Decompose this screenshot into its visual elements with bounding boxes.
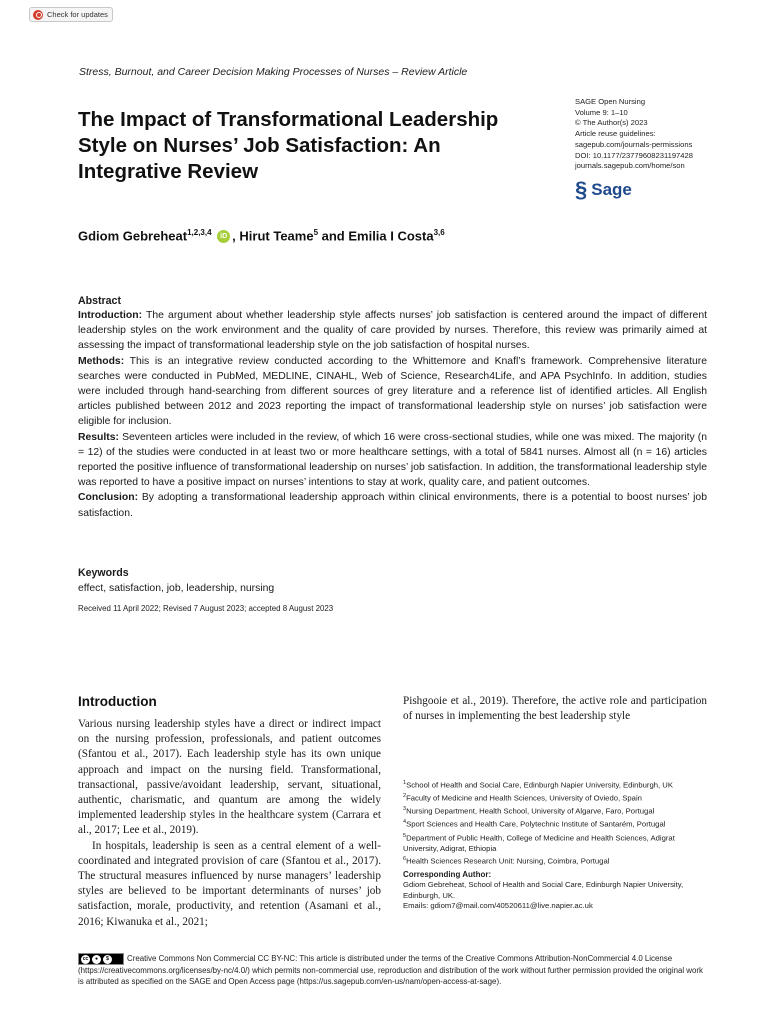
copyright: © The Author(s) 2023	[575, 118, 648, 128]
keywords-section	[78, 566, 274, 596]
intro-text: The argument about whether leadership style affects nurses’ job satisfaction is centered around the impact of different leadership styles on the work environment and the quality of care provided by nurses. Therefore, this review was primarily aimed at assessing the impact of transformational leadership style on the job satisfaction of hospital nurses.	[78, 310, 707, 352]
affil-text: School of Health and Social Care, Edinburgh Napier University, Edinburgh, UK	[406, 780, 673, 790]
license-text: Creative Commons Non Commercial CC BY-NC: This article is distributed under the terms of the Creative Commons Attribution-NonCommercial 4.0 License (https://creativecommons.org/licenses/by-nc/4.0/) which permits non-commercial use, reproduction and distribution of the work without further permission provided the original work is attributed as specified on the SAGE and Open Access page (https://us.sagepub.com/en-us/nam/open-access-at-sage).	[78, 954, 703, 987]
abstract-introduction	[78, 308, 707, 354]
doi[interactable]: DOI: 10.1177/23779608231197428	[575, 150, 693, 160]
journal-homepage-link[interactable]: journals.sagepub.com/home/son	[575, 161, 685, 171]
nc-mark: $	[103, 955, 112, 964]
article-title	[78, 107, 548, 185]
cc-mark: cc	[82, 955, 89, 962]
abstract	[78, 294, 707, 521]
methods-text: This is an integrative review conducted according to the Whittemore and Knafl’s framework. Comprehensive literature searches were conducted in PubMed, MEDLINE, CINAHL, Web of Science, Research4Life, and APA PsychInfo. In addition, studies were included through hand-searching from different sources of grey literature and a reference list of identified articles. All English articles published between 2012 and 2023 reporting the impact of transformational leadership style on nurses’ job satisfaction were eligible for inclusion.	[78, 355, 707, 428]
abstract-methods	[78, 354, 707, 430]
crossmark-icon	[33, 10, 43, 20]
affil-num: 3	[403, 806, 407, 813]
affiliation-1	[403, 778, 707, 791]
reuse-guidelines-link[interactable]: sagepub.com/journals-permissions	[575, 139, 693, 149]
by-mark: ●	[92, 955, 101, 964]
affiliation-6	[403, 854, 707, 867]
title-line-1: The Impact of Transformational Leadership	[78, 108, 499, 131]
corresponding-author-address: Gdiom Gebreheat, School of Health and Social Care, Edinburgh Napier University, Edinburgh, UK.	[403, 880, 684, 900]
license-notice	[78, 953, 707, 988]
affiliation-3	[403, 804, 707, 817]
left-column	[78, 694, 381, 930]
title-line-3: Integrative Review	[78, 160, 259, 183]
journal-volume: Volume 9: 1–10	[575, 107, 628, 117]
results-text: Seventeen articles were included in the review, of which 16 were cross-sectional studies, while one was mixed. The majority (n = 12) of the studies were conducted in at least two or more healthcare settings, with a total of 5841 nurses. Almost all (n = 16) articles reported the positive influence of transformational leadership on nurses’ job satisfaction. In addition, the transformational leadership style was reported to have a positive impact on nurses’ intentions to stay at work, quality care, and patient outcomes.	[78, 431, 707, 489]
abstract-heading: Abstract	[78, 295, 121, 307]
introduction-heading: Introduction	[78, 694, 157, 709]
check-for-updates-label: Check for updates	[47, 10, 108, 19]
sage-s-icon: §	[575, 177, 588, 202]
intro-label: Introduction:	[78, 310, 143, 321]
cc-by-nc-icon[interactable]	[78, 953, 124, 965]
sage-logo	[575, 177, 632, 202]
abstract-results	[78, 430, 707, 491]
methods-label: Methods:	[78, 355, 125, 367]
affil-num: 6	[403, 856, 407, 863]
keywords-heading: Keywords	[78, 567, 129, 579]
corresponding-author-email[interactable]: Emails: gdiom7@mail.com/40520611@live.napier.ac.uk	[403, 901, 593, 911]
author-1-affil: 1,2,3,4	[187, 228, 212, 237]
orcid-icon[interactable]: iD	[217, 230, 230, 243]
title-line-2: Style on Nurses’ Job Satisfaction: An	[78, 134, 441, 157]
intro-paragraph-2: In hospitals, leadership is seen as a central element of a well-coordinated and integrated provision of care (Sfantou et al., 2017). The structural measures influenced by nurse managers’ leadership styles are believed to be important determinants of nurses’ job satisfaction, morale, productivity, and retention (Asamani et al., 2016; Kiwanuka et al., 2021;	[78, 839, 381, 928]
intro-paragraph-1: Various nursing leadership styles have a direct or indirect impact on the nursing profession, professionals, and patient outcomes (Sfantou et al., 2017). Each leadership style has its own unique approach and impact on the nursing field. Transformational, transactional, passive/avoidant leadership, servant, situational, authentic, charismatic, and quantum are among the widely implemented leadership styles in the healthcare system (Carrara et al., 2017; Lee et al., 2019).	[78, 718, 381, 837]
affiliation-2	[403, 791, 707, 804]
affil-num: 1	[403, 780, 407, 786]
affil-text: Sport Sciences and Health Care, Polytechnic Institute of Santarém, Portugal	[406, 820, 666, 830]
author-2: , Hirut Teame	[232, 228, 314, 244]
abstract-conclusion	[78, 490, 707, 520]
affil-text: Faculty of Medicine and Health Sciences, University of Oviedo, Spain	[406, 793, 642, 803]
affiliations	[403, 778, 707, 912]
intro-continuation: Pishgooie et al., 2019). Therefore, the active role and participation of nurses in implementing the best leadership style	[403, 695, 707, 723]
author-list	[78, 228, 445, 243]
author-3: and Emilia I Costa	[318, 228, 434, 244]
author-2-affil: 5	[313, 228, 319, 237]
affil-num: 4	[403, 819, 407, 826]
keywords-list: effect, satisfaction, job, leadership, nursing	[78, 583, 275, 594]
results-label: Results:	[78, 431, 119, 443]
sage-logo-text: Sage	[591, 180, 632, 199]
affil-num: 5	[403, 832, 407, 839]
check-for-updates-button[interactable]	[29, 7, 113, 22]
author-1: Gdiom Gebreheat	[78, 228, 188, 244]
affil-text: Nursing Department, Health School, University of Algarve, Faro, Portugal	[406, 806, 655, 816]
affiliation-4	[403, 817, 707, 830]
affil-text: Department of Public Health, College of Medicine and Health Sciences, Adigrat University, Adigrat, Ethiopia	[403, 833, 675, 853]
author-3-affil: 3,6	[433, 228, 445, 237]
conclusion-text: By adopting a transformational leadership approach within clinical environments, there is a potential to boost nurses’ job satisfaction.	[78, 492, 707, 519]
received-dates: Received 11 April 2022; Revised 7 August 2023; accepted 8 August 2023	[78, 604, 334, 613]
affil-num: 2	[403, 793, 407, 800]
journal-name: SAGE Open Nursing	[575, 97, 646, 106]
conclusion-label: Conclusion:	[78, 492, 139, 504]
reuse-guidelines-label: Article reuse guidelines:	[575, 129, 656, 139]
corresponding-author-heading: Corresponding Author:	[403, 869, 492, 879]
affil-text: Health Sciences Research Unit: Nursing, Coimbra, Portugal	[406, 856, 610, 866]
affiliation-5	[403, 831, 707, 855]
running-head: Stress, Burnout, and Career Decision Making Processes of Nurses – Review Article	[79, 66, 468, 78]
journal-info	[575, 97, 693, 172]
right-column	[403, 694, 707, 724]
